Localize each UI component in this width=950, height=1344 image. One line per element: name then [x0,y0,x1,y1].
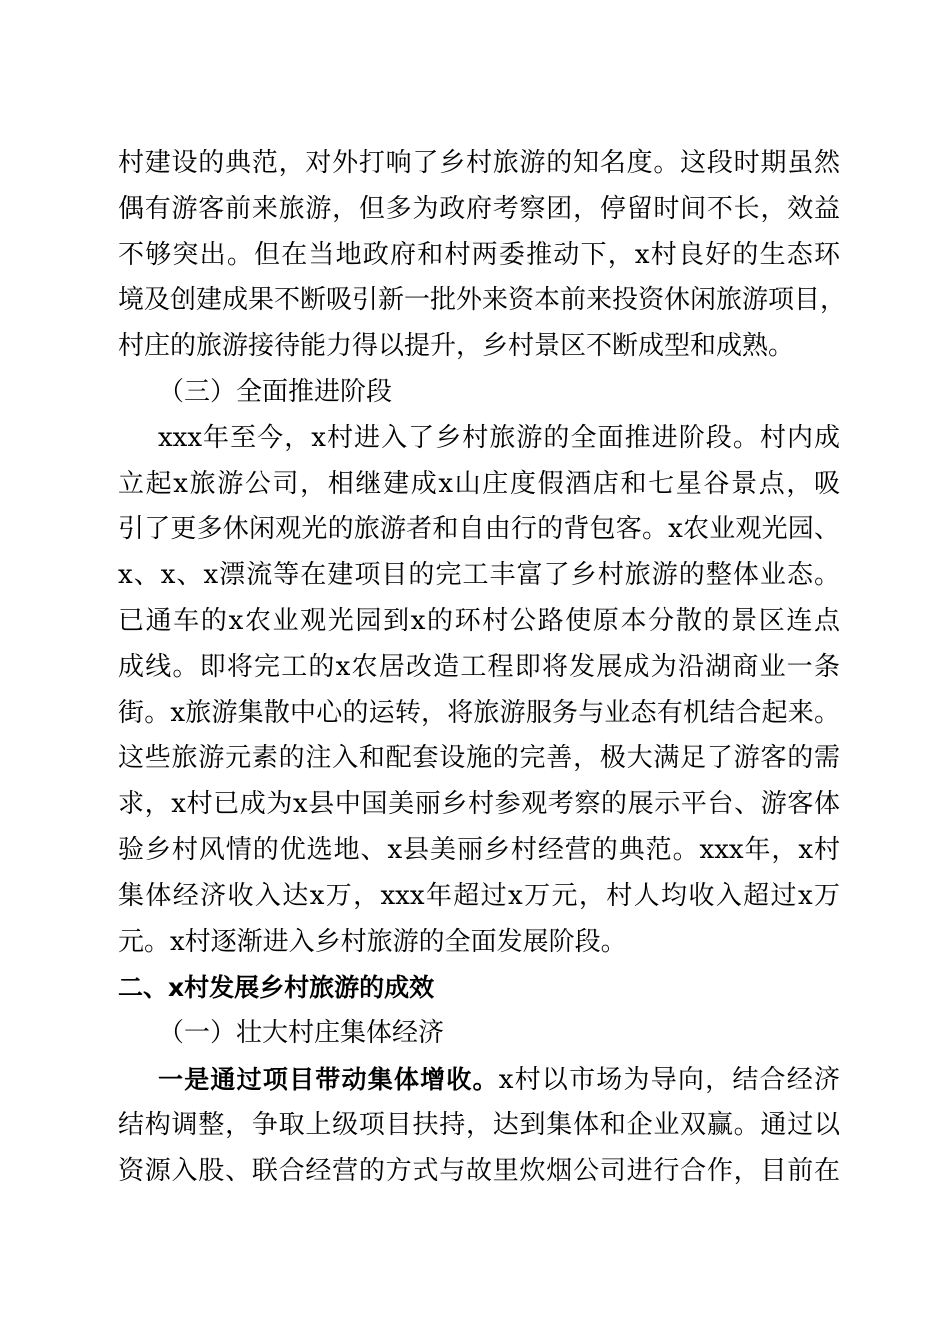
text-line: 不够突出。但在当地政府和村两委推动下，x村良好的生态环 [118,239,840,270]
text-line: 结构调整，争取上级项目扶持，达到集体和企业双赢。通过以 [118,1109,840,1140]
text-line: x、x、x漂流等在建项目的完工丰富了乡村旅游的整体业态。 [118,560,840,591]
text-line: 已通车的x农业观光园到x的环村公路使原本分散的景区连点 [118,605,840,636]
text-line: 村庄的旅游接待能力得以提升，乡村景区不断成型和成熟。 [118,331,795,362]
text-line: 这些旅游元素的注入和配套设施的完善，极大满足了游客的需 [118,743,840,774]
text-line: 求，x村已成为x县中国美丽乡村参观考察的展示平台、游客体 [118,789,840,820]
text-line [118,1057,840,1103]
paragraph-full-promotion [118,416,840,966]
text-span: x村以市场为导向，结合经济 [498,1064,840,1095]
text-line: 资源入股、联合经营的方式与故里炊烟公司进行合作，目前在 [118,1155,840,1186]
document-page [118,141,847,1194]
paragraph-stage-two-continuation [118,141,847,370]
text-line: 集体经济收入达x万，xxx年超过x万元，村人均收入超过x万 [118,880,840,911]
text-line: 引了更多休闲观光的旅游者和自由行的背包客。x农业观光园、 [118,514,840,545]
text-line: xxx年至今，x村进入了乡村旅游的全面推进阶段。村内成 [158,422,840,453]
text-line: 立起x旅游公司，相继建成x山庄度假酒店和七星谷景点，吸 [118,468,840,499]
subheading-collective-economy: （一）壮大村庄集体经济 [158,1018,445,1049]
subheading-full-promotion-stage: （三）全面推进阶段 [158,376,393,407]
text-line: 境及创建成果不断吸引新一批外来资本前来投资休闲旅游项目， [118,285,847,316]
text-line: 成线。即将完工的x农居改造工程即将发展成为沿湖商业一条 [118,651,840,682]
text-line: 验乡村风情的优选地、x县美丽乡村经营的典范。xxx年，x村 [118,834,840,865]
paragraph-lead-bold: 一是通过项目带动集体增收。 [158,1064,499,1094]
section-heading-achievements: 二、x村发展乡村旅游的成效 [118,973,435,1003]
text-line: 元。x村逐渐进入乡村旅游的全面发展阶段。 [118,926,627,957]
text-line: 偶有游客前来旅游，但多为政府考察团，停留时间不长，效益 [118,193,840,224]
paragraph-project-driven-income [118,1057,840,1194]
text-line: 村建设的典范，对外打响了乡村旅游的知名度。这段时期虽然 [118,148,840,178]
text-line: 街。x旅游集散中心的运转，将旅游服务与业态有机结合起来。 [118,697,840,728]
